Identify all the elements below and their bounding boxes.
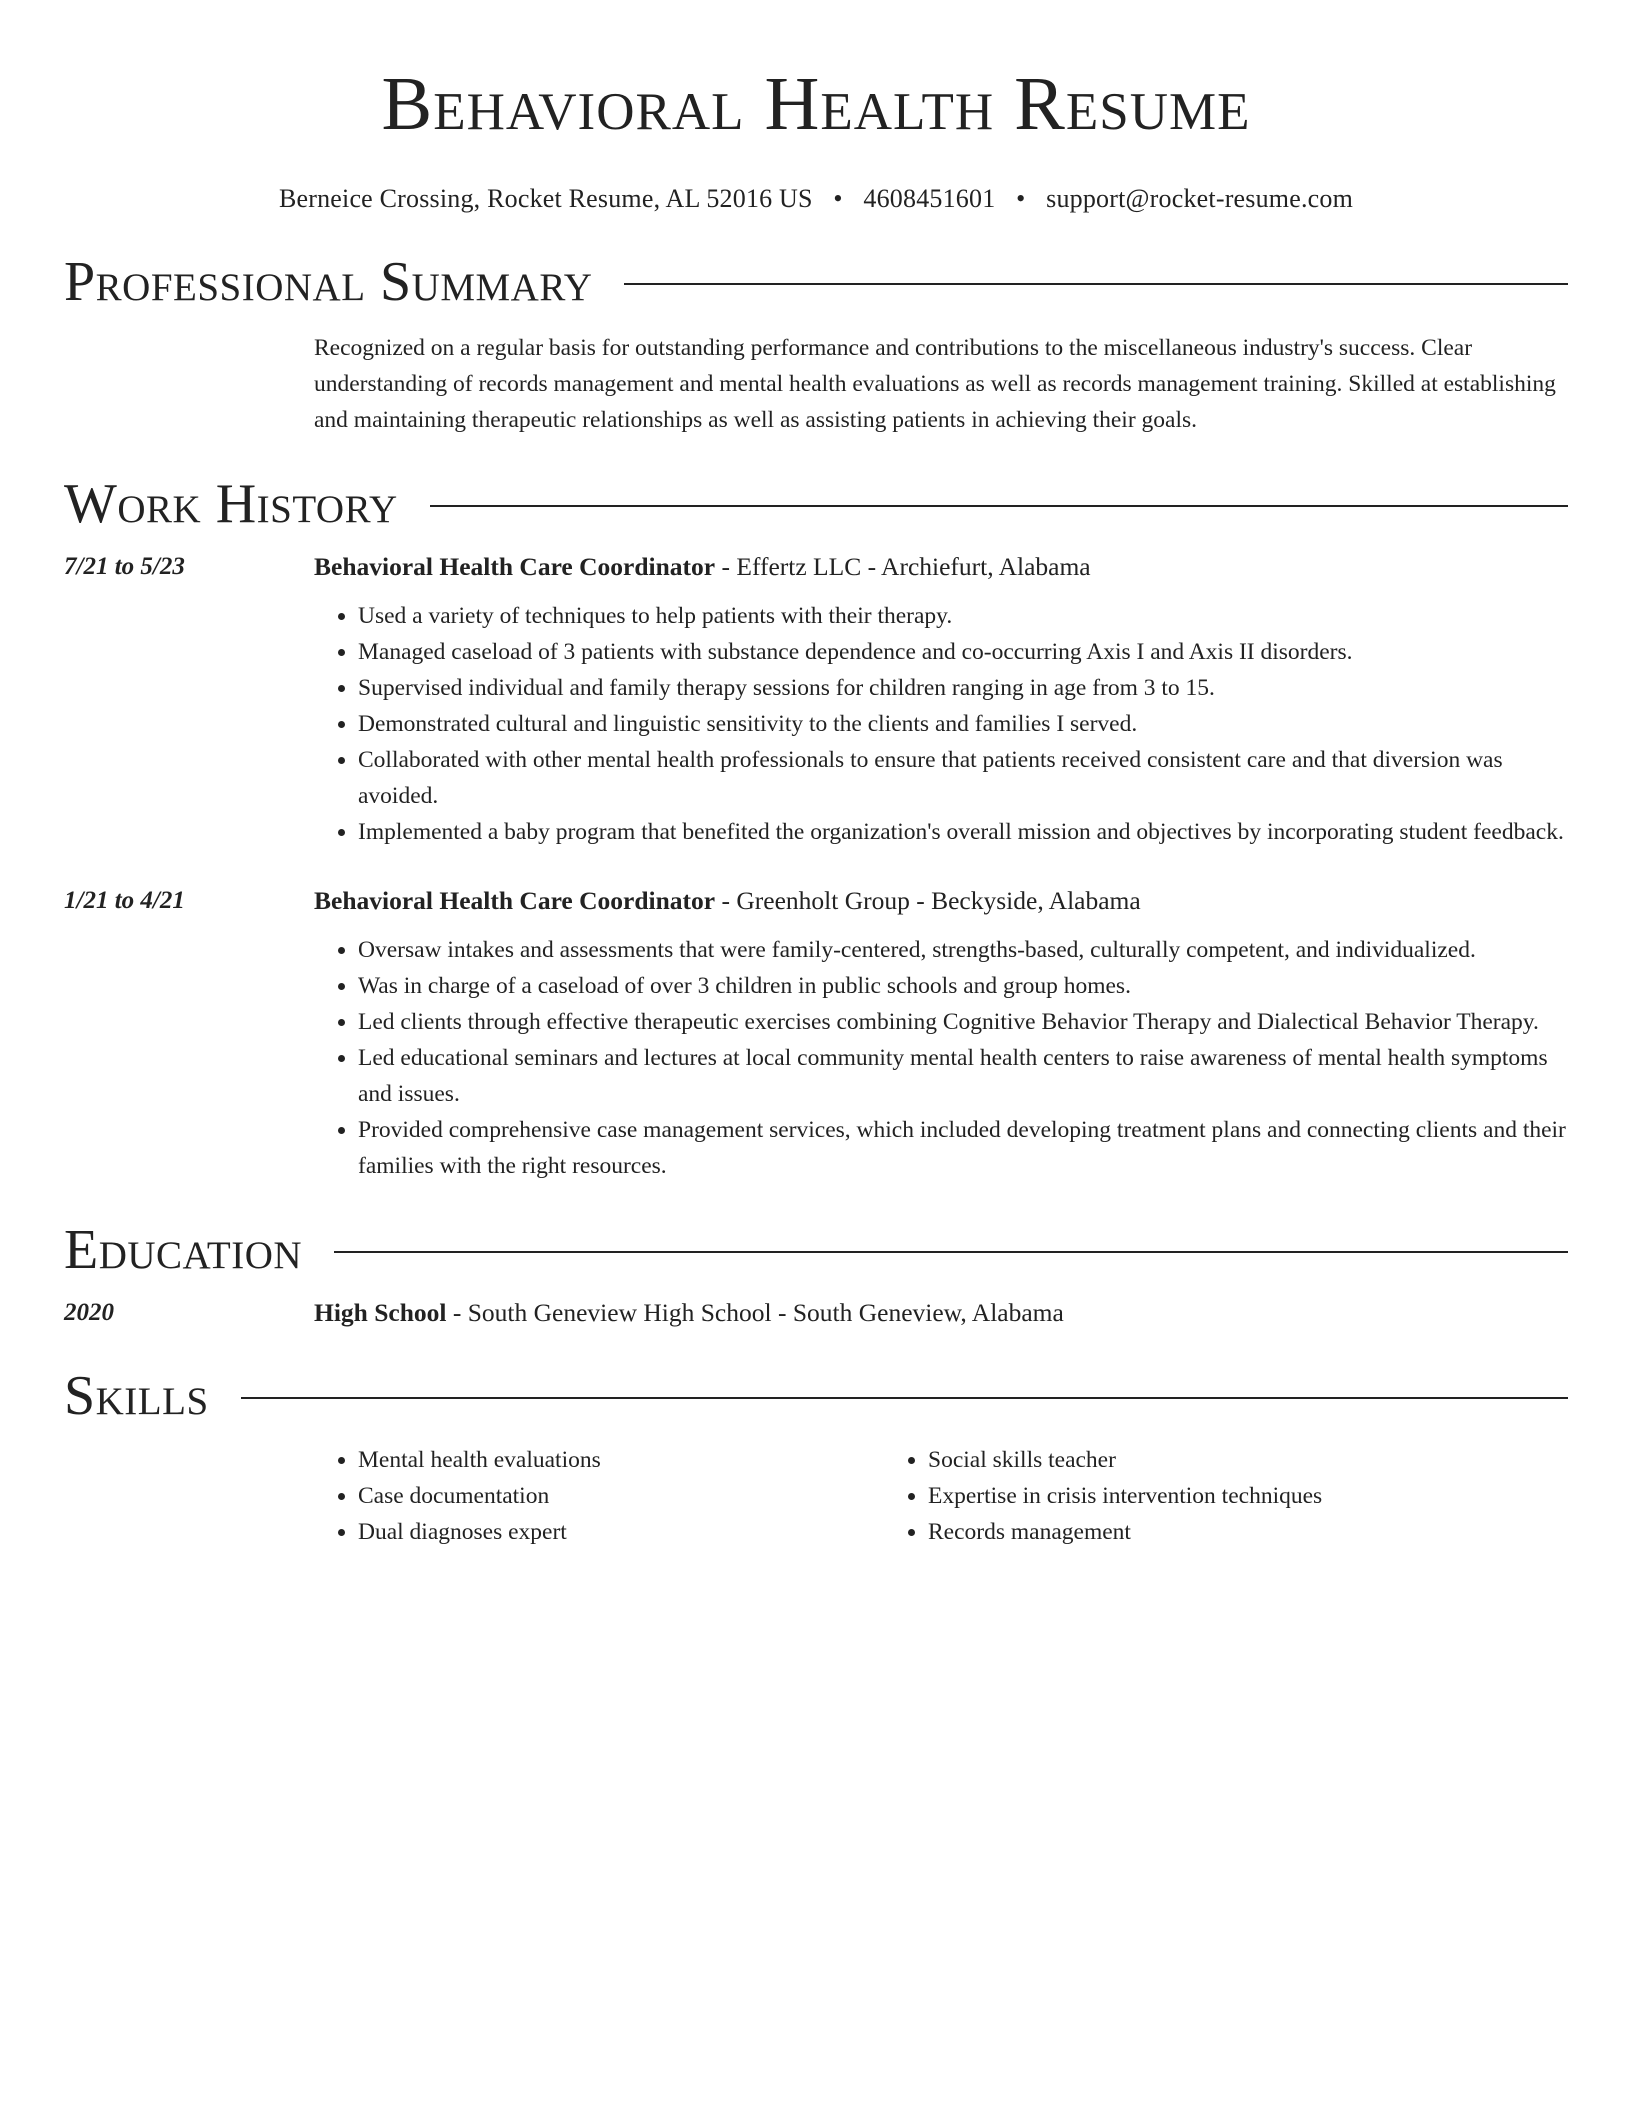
job-details: - Greenholt Group - Beckyside, Alabama [715,886,1141,915]
job-line [314,550,1568,584]
job-title: Behavioral Health Care Coordinator [314,886,716,915]
education-line [314,1296,1568,1330]
skill-item: • Records management [928,1514,1568,1550]
skills-grid [314,1442,1568,1550]
job-header-row [64,550,1568,850]
job-bullet: • Collaborated with other mental health professionals to ensure that patients received consistent care and that diversion was avoided. [358,742,1568,814]
education-heading: Education [64,1219,303,1281]
contact-separator: • [833,184,843,213]
job-entry [64,884,1568,1184]
job-bullet: • Supervised individual and family therapy sessions for children ranging in age from 3 to 15. [358,670,1568,706]
section-divider [430,505,1568,507]
job-bullet: • Oversaw intakes and assessments that were family-centered, strengths-based, culturally competent, and individualized. [358,932,1568,968]
skill-item: • Expertise in crisis intervention techniques [928,1478,1568,1514]
skill-item: • Case documentation [358,1478,884,1514]
job-dates: 1/21 to 4/21 [64,887,185,914]
skill-item: • Dual diagnoses expert [358,1514,884,1550]
job-content [314,884,1568,1184]
job-title: Behavioral Health Care Coordinator [314,552,716,581]
job-bullet: • Demonstrated cultural and linguistic sensitivity to the clients and families I served. [358,706,1568,742]
job-bullet: • Led educational seminars and lectures at local community mental health centers to raise awareness of mental health symptoms and issues. [358,1040,1568,1112]
contact-phone: 4608451601 [863,184,996,213]
skill-item: • Mental health evaluations [358,1442,884,1478]
job-line [314,884,1568,918]
job-header-row [64,884,1568,1184]
job-bullet-list [314,598,1568,850]
resume-title: Behavioral Health Resume [381,62,1251,146]
job-bullet: • Used a variety of techniques to help patients with their therapy. [358,598,1568,634]
education-section-heading [64,1218,1568,1282]
summary-text: Recognized on a regular basis for outstanding performance and contributions to the miscellaneous industry's success. Clear understanding of records management and mental health evaluations as well as records management training. Skilled at establishing and maintaining therapeutic relationships as well as assisting patients in achieving their goals. [314,335,1556,433]
work-section-heading [64,472,1568,536]
contact-email: support@rocket-resume.com [1046,184,1354,213]
job-dates: 7/21 to 5/23 [64,553,185,580]
education-year: 2020 [64,1299,114,1326]
job-details: - Effertz LLC - Archiefurt, Alabama [715,552,1091,581]
job-bullet: • Provided comprehensive case management services, which included developing treatment plans and connecting clients and their families with the right resources. [358,1112,1568,1184]
contact-address: Berneice Crossing, Rocket Resume, AL 52016 US [278,184,813,213]
education-degree: High School [314,1298,447,1327]
section-divider [624,283,1568,285]
work-heading: Work History [64,473,398,535]
education-details: - South Geneview High School - South Geneview, Alabama [446,1298,1064,1327]
skill-item: • Social skills teacher [928,1442,1568,1478]
section-divider [334,1251,1568,1253]
job-bullet: • Led clients through effective therapeutic exercises combining Cognitive Behavior Therapy and Dialectical Behavior Therapy. [358,1004,1568,1040]
contact-line [64,182,1568,216]
education-content [314,1296,1568,1330]
job-bullet: • Was in charge of a caseload of over 3 children in public schools and group homes. [358,968,1568,1004]
job-entry [64,550,1568,850]
job-bullet: • Managed caseload of 3 patients with substance dependence and co-occurring Axis I and Axis II disorders. [358,634,1568,670]
summary-heading: Professional Summary [64,251,593,313]
skills-section-heading [64,1364,1568,1428]
contact-separator: • [1016,184,1026,213]
section-divider [241,1397,1568,1399]
skills-list-right [884,1442,1568,1550]
job-bullet: • Implemented a baby program that benefited the organization's overall mission and objectives by incorporating student feedback. [358,814,1568,850]
education-entry [64,1296,1568,1330]
skills-heading: Skills [64,1365,209,1427]
skills-list-left [314,1442,884,1550]
job-bullet-list [314,932,1568,1184]
summary-section-heading [64,250,1568,314]
job-content [314,550,1568,850]
